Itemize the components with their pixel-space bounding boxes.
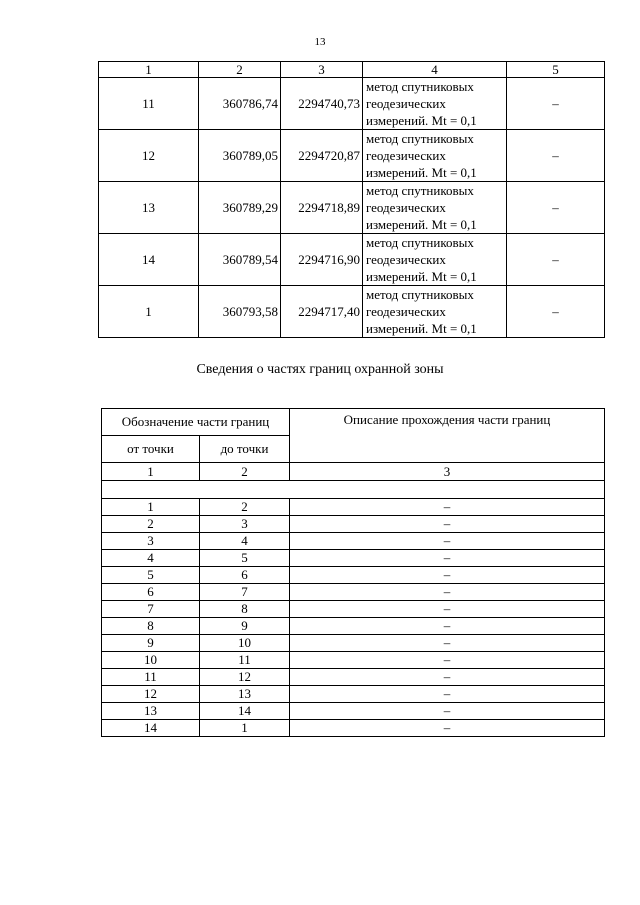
description-cell: –	[290, 686, 605, 703]
blank-row	[102, 481, 605, 499]
method-line: измерений. Mt = 0,1	[366, 269, 477, 284]
description-cell: –	[290, 635, 605, 652]
description-cell: –	[290, 567, 605, 584]
method-line: геодезических	[366, 304, 446, 319]
to-point-cell: 9	[200, 618, 290, 635]
numbering-cell: 3	[290, 463, 605, 481]
from-point-cell: 2	[102, 516, 200, 533]
table-row	[99, 234, 605, 286]
to-point-cell: 7	[200, 584, 290, 601]
numbering-cell: 2	[200, 463, 290, 481]
x-coordinate-cell: 360793,58	[199, 286, 281, 338]
to-point-cell: 2	[200, 499, 290, 516]
table-row	[102, 669, 605, 686]
boundary-header-row	[102, 409, 605, 436]
description-header: Описание прохождения части границ	[290, 409, 605, 463]
table-row	[102, 652, 605, 669]
point-number-cell: 1	[99, 286, 199, 338]
from-point-cell: 12	[102, 686, 200, 703]
note-cell: –	[507, 234, 605, 286]
from-point-cell: 1	[102, 499, 200, 516]
to-point-cell: 13	[200, 686, 290, 703]
table-row	[102, 635, 605, 652]
from-point-header: от точки	[102, 436, 200, 463]
table-row	[102, 533, 605, 550]
header-cell: 4	[363, 62, 507, 78]
method-line: геодезических	[366, 148, 446, 163]
header-cell: 2	[199, 62, 281, 78]
table-row	[102, 499, 605, 516]
group-header: Обозначение части границ	[102, 409, 290, 436]
numbering-cell: 1	[102, 463, 200, 481]
from-point-cell: 9	[102, 635, 200, 652]
to-point-cell: 12	[200, 669, 290, 686]
from-point-cell: 7	[102, 601, 200, 618]
to-point-cell: 11	[200, 652, 290, 669]
from-point-cell: 4	[102, 550, 200, 567]
table-row	[99, 286, 605, 338]
method-line: измерений. Mt = 0,1	[366, 113, 477, 128]
from-point-cell: 14	[102, 720, 200, 737]
note-cell: –	[507, 182, 605, 234]
method-line: метод спутниковых	[366, 235, 474, 250]
description-cell: –	[290, 652, 605, 669]
to-point-header: до точки	[200, 436, 290, 463]
description-cell: –	[290, 618, 605, 635]
method-cell	[363, 78, 507, 130]
from-point-cell: 5	[102, 567, 200, 584]
method-line: геодезических	[366, 252, 446, 267]
from-point-cell: 8	[102, 618, 200, 635]
method-cell	[363, 182, 507, 234]
table-row	[102, 567, 605, 584]
method-line: метод спутниковых	[366, 131, 474, 146]
point-number-cell: 13	[99, 182, 199, 234]
y-coordinate-cell: 2294716,90	[281, 234, 363, 286]
to-point-cell: 14	[200, 703, 290, 720]
note-cell: –	[507, 78, 605, 130]
to-point-cell: 10	[200, 635, 290, 652]
description-cell: –	[290, 584, 605, 601]
table-row	[99, 182, 605, 234]
table-row	[102, 550, 605, 567]
method-line: метод спутниковых	[366, 183, 474, 198]
description-cell: –	[290, 516, 605, 533]
description-cell: –	[290, 533, 605, 550]
method-line: геодезических	[366, 200, 446, 215]
description-cell: –	[290, 720, 605, 737]
table-row	[102, 618, 605, 635]
from-point-cell: 10	[102, 652, 200, 669]
column-numbering-row	[102, 463, 605, 481]
x-coordinate-cell: 360786,74	[199, 78, 281, 130]
method-cell	[363, 130, 507, 182]
blank-cell	[102, 481, 605, 499]
y-coordinate-cell: 2294720,87	[281, 130, 363, 182]
to-point-cell: 5	[200, 550, 290, 567]
description-cell: –	[290, 550, 605, 567]
note-cell: –	[507, 286, 605, 338]
to-point-cell: 4	[200, 533, 290, 550]
point-number-cell: 14	[99, 234, 199, 286]
boundary-parts-table	[101, 408, 605, 737]
from-point-cell: 3	[102, 533, 200, 550]
table-row	[99, 78, 605, 130]
table-row	[102, 516, 605, 533]
method-line: измерений. Mt = 0,1	[366, 321, 477, 336]
method-line: метод спутниковых	[366, 79, 474, 94]
from-point-cell: 6	[102, 584, 200, 601]
to-point-cell: 8	[200, 601, 290, 618]
x-coordinate-cell: 360789,05	[199, 130, 281, 182]
to-point-cell: 1	[200, 720, 290, 737]
method-line: геодезических	[366, 96, 446, 111]
point-number-cell: 11	[99, 78, 199, 130]
to-point-cell: 3	[200, 516, 290, 533]
y-coordinate-cell: 2294717,40	[281, 286, 363, 338]
table-row	[102, 601, 605, 618]
coordinates-header-row	[99, 62, 605, 78]
table-row	[102, 703, 605, 720]
coordinates-table	[98, 61, 605, 338]
y-coordinate-cell: 2294740,73	[281, 78, 363, 130]
description-cell: –	[290, 703, 605, 720]
table-row	[102, 720, 605, 737]
from-point-cell: 11	[102, 669, 200, 686]
description-cell: –	[290, 669, 605, 686]
x-coordinate-cell: 360789,29	[199, 182, 281, 234]
table-row	[102, 686, 605, 703]
method-line: измерений. Mt = 0,1	[366, 165, 477, 180]
method-cell	[363, 234, 507, 286]
description-cell: –	[290, 499, 605, 516]
to-point-cell: 6	[200, 567, 290, 584]
method-line: метод спутниковых	[366, 287, 474, 302]
description-cell: –	[290, 601, 605, 618]
method-line: измерений. Mt = 0,1	[366, 217, 477, 232]
table-row	[102, 584, 605, 601]
header-cell: 5	[507, 62, 605, 78]
table-row	[99, 130, 605, 182]
page-number: 13	[314, 36, 326, 48]
header-cell: 1	[99, 62, 199, 78]
method-cell	[363, 286, 507, 338]
note-cell: –	[507, 130, 605, 182]
section-title: Сведения о частях границ охранной зоны	[196, 362, 444, 377]
from-point-cell: 13	[102, 703, 200, 720]
x-coordinate-cell: 360789,54	[199, 234, 281, 286]
header-cell: 3	[281, 62, 363, 78]
point-number-cell: 12	[99, 130, 199, 182]
y-coordinate-cell: 2294718,89	[281, 182, 363, 234]
